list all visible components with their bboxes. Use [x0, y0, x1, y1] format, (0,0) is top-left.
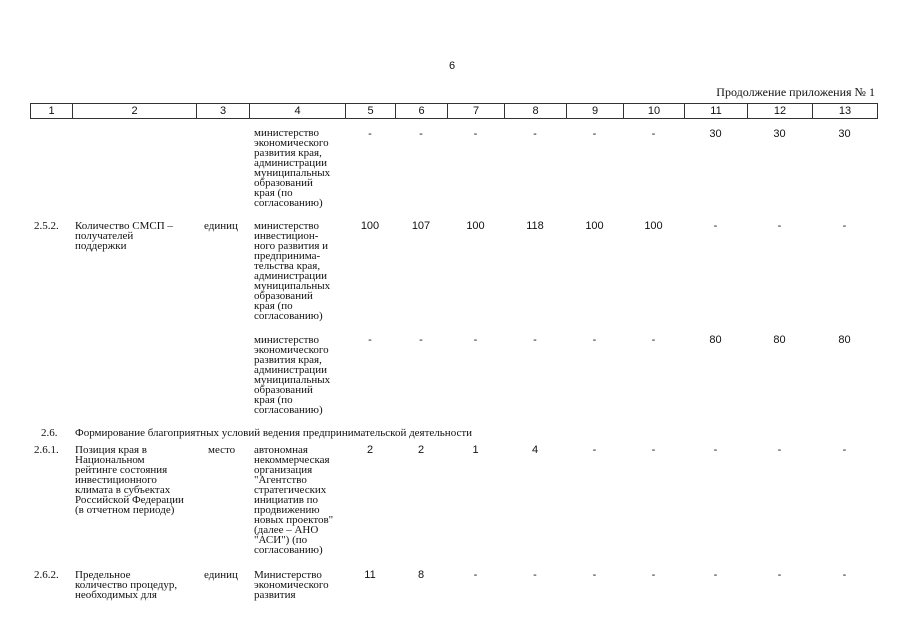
- row-262-col8: -: [533, 569, 537, 581]
- row-261-col11: -: [713, 444, 718, 456]
- row-262-name: Предельное количество процедур, необходимых для: [75, 569, 178, 601]
- section-26-code: 2.6.: [41, 427, 58, 439]
- row-252-col7: 100: [466, 220, 485, 232]
- row-c-col13: 80: [838, 334, 851, 346]
- col-12-header: 12: [748, 104, 813, 119]
- col-13-header: 13: [813, 104, 878, 119]
- row-261-name: Позиция края в Национальном рейтинге состояния инвестиционного климата в субъектах Российской Федерации (в отчетном периоде): [75, 444, 184, 516]
- row-c-org: министерство экономического развития края, администрации муниципальных образований края (по согласованию): [254, 334, 331, 416]
- row-262-col13: -: [842, 569, 847, 581]
- row-262-org: Министерство экономического развития: [254, 569, 329, 601]
- row-252-col5: 100: [360, 220, 380, 232]
- row-a-col13: 30: [838, 128, 851, 140]
- row-262-col5: 11: [364, 569, 376, 581]
- row-c-col7: -: [473, 334, 478, 346]
- row-c-col8: -: [533, 334, 537, 346]
- row-c-col6: -: [419, 334, 423, 346]
- col-7-header: 7: [448, 104, 505, 119]
- row-c-col5: -: [368, 334, 372, 346]
- row-252-col9: 100: [585, 220, 604, 232]
- row-262-col10: -: [651, 569, 656, 581]
- row-261-code: 2.6.1.: [34, 444, 59, 456]
- row-262-col9: -: [592, 569, 597, 581]
- col-10-header: 10: [624, 104, 685, 119]
- row-a-col11: 30: [709, 128, 722, 140]
- row-252-unit: единиц: [204, 220, 238, 232]
- row-c-col10: -: [651, 334, 656, 346]
- row-252-col10: 100: [644, 220, 663, 232]
- row-262-col12: -: [777, 569, 782, 581]
- col-9-header: 9: [567, 104, 624, 119]
- row-a-col9: -: [592, 128, 597, 140]
- row-252-name: Количество СМСП – получателей поддержки: [75, 220, 173, 252]
- row-261-col10: -: [651, 444, 656, 456]
- row-252-col11: -: [713, 220, 718, 232]
- row-a-col6: -: [419, 128, 423, 140]
- col-4-header: 4: [250, 104, 346, 119]
- row-261-col9: -: [592, 444, 597, 456]
- col-2-header: 2: [73, 104, 197, 119]
- row-262-col11: -: [713, 569, 718, 581]
- row-261-col12: -: [777, 444, 782, 456]
- row-261-col6: 2: [417, 444, 425, 456]
- row-262-unit: единиц: [204, 569, 238, 581]
- column-number-header: [30, 103, 878, 119]
- col-11-header: 11: [685, 104, 748, 119]
- row-252-col13: -: [842, 220, 847, 232]
- col-5-header: 5: [346, 104, 396, 119]
- row-262-col6: 8: [417, 569, 425, 581]
- col-6-header: 6: [396, 104, 448, 119]
- row-c-col12: 80: [773, 334, 786, 346]
- row-261-col7: 1: [472, 444, 479, 456]
- col-3-header: 3: [197, 104, 250, 119]
- col-8-header: 8: [505, 104, 567, 119]
- row-261-org: автономная некоммерческая организация "Агентство стратегических инициатив по продвижению новых проектов" (далее – АНО "АСИ") (по согласованию): [254, 444, 334, 556]
- row-261-unit: место: [208, 444, 236, 456]
- row-252-org: министерство инвестицион- ного развития и предпринима- тельства края, администрации муниципальных образований края (по согласованию): [254, 220, 331, 322]
- row-252-col8: 118: [526, 220, 544, 232]
- row-a-col5: -: [368, 128, 372, 140]
- row-252-code: 2.5.2.: [34, 220, 59, 232]
- row-a-col7: -: [473, 128, 478, 140]
- row-a-org: министерство экономического развития края, администрации муниципальных образований края (по согласованию): [254, 127, 331, 209]
- row-a-col8: -: [533, 128, 537, 140]
- row-252-col6: 107: [411, 220, 431, 232]
- row-262-col7: -: [473, 569, 478, 581]
- row-252-col12: -: [777, 220, 782, 232]
- row-262-code: 2.6.2.: [34, 569, 59, 581]
- row-261-col8: 4: [531, 444, 539, 456]
- row-a-col12: 30: [773, 128, 786, 140]
- page-number: 6: [449, 60, 456, 72]
- row-261-col13: -: [842, 444, 847, 456]
- row-c-col9: -: [592, 334, 597, 346]
- row-c-col11: 80: [709, 334, 722, 346]
- continuation-label: Продолжение приложения № 1: [716, 85, 875, 99]
- row-a-col10: -: [651, 128, 656, 140]
- row-261-col5: 2: [366, 444, 374, 456]
- col-1-header: 1: [31, 104, 73, 119]
- section-26-title: Формирование благоприятных условий ведения предпринимательской деятельности: [75, 427, 473, 439]
